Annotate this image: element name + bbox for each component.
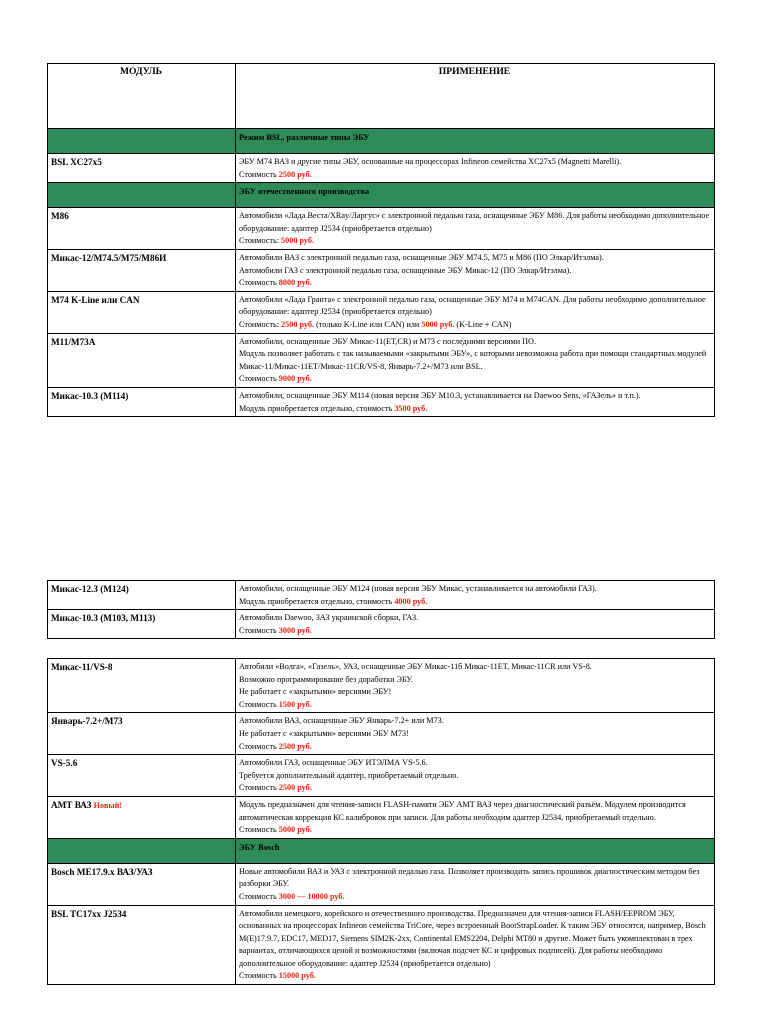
cost-line bbox=[239, 403, 710, 416]
table-row bbox=[48, 796, 715, 838]
cost-label: Стоимость bbox=[239, 169, 277, 179]
description-line: Автомобили, оснащенные ЭБУ M114 (новая версия ЭБУ M10.3, устанавливается на Daewoo Sens, «ГАЗель» и т.п.). bbox=[239, 390, 641, 400]
price-value: 3000 — 10000 руб. bbox=[278, 891, 345, 901]
section-row bbox=[48, 183, 715, 208]
module-cell bbox=[48, 208, 236, 250]
description-line: Модуль предназначен для чтения-записи FLASH-памяти ЭБУ АМТ ВАЗ через диагностический разъём. Модулем производится автоматическая коррекция КС калибровок при записи. Для работы необходим адаптер J2534, приобретаемый отдельно. bbox=[239, 799, 686, 822]
description-line: Автомобили ВАЗ, оснащенные ЭБУ Январь-7.2+ или M73. bbox=[239, 716, 444, 726]
cost-line bbox=[239, 741, 710, 754]
cost-label: Стоимость bbox=[239, 625, 277, 635]
application-cell bbox=[236, 249, 715, 291]
module-name: M11/M73A bbox=[51, 336, 96, 347]
header-application: ПРИМЕНЕНИЕ bbox=[236, 64, 715, 129]
cost-label: Стоимость bbox=[239, 825, 277, 835]
module-name: M74 K-Line или CAN bbox=[51, 294, 140, 305]
module-cell bbox=[48, 154, 236, 183]
price-value-2: 5000 руб. bbox=[421, 319, 455, 329]
description-line: Автомобили немецкого, корейского и отечественного производства. Предназначен для чтения-записи FLASH/EEPROM ЭБУ, основанных на процессорах Infineon семейства TriCore, через встроенный BootStrapLoader. К таким ЭБУ относятся, например, Bosch M(E)17.9.7, EDC17, MED17, Siemens SIM2K-2xx, Continental EMS2204, Delphi MT80 и другие. Может быть укомплектован в трех вариантах, отличающихся ценой и возможностями (включая подсчет КС и цифровых подписей). Для работы необходимо дополнительное оборудование: адаптер J2534 (приобретается отдельно) bbox=[239, 908, 706, 968]
price-value: 2500 руб. bbox=[281, 319, 315, 329]
module-cell bbox=[48, 838, 236, 863]
cost-label: Стоимость bbox=[239, 891, 277, 901]
cost-label: Стоимость bbox=[239, 374, 277, 384]
module-cell bbox=[48, 755, 236, 797]
cost-line bbox=[239, 319, 710, 332]
price-value: 2500 руб. bbox=[278, 169, 312, 179]
table-row bbox=[48, 387, 715, 416]
description-line: Автомобили «Лада Веста/XRay/Ларгус» с электронной педалью газа, оснащенные ЭБУ M86. Для работы необходимо дополнительное оборудование: адаптер J2534 (приобретается отдельно) bbox=[239, 211, 710, 233]
table-row bbox=[48, 610, 715, 639]
table-row bbox=[48, 291, 715, 333]
section-row bbox=[48, 129, 715, 154]
description-line: Новые автомобили ВАЗ и УАЗ с электронной педалью газа. Позволяет производить запись прошивок диагностическим методом без разборки ЭБУ. bbox=[239, 866, 700, 889]
module-name: Январь-7.2+/M73 bbox=[51, 716, 123, 727]
price-value: 3500 руб. bbox=[394, 403, 428, 413]
cost-line bbox=[239, 891, 710, 904]
application-cell bbox=[236, 905, 715, 985]
price-value: 5000 руб. bbox=[278, 825, 312, 835]
price-value: 3000 руб. bbox=[278, 625, 312, 635]
cost-label: Стоимость bbox=[239, 783, 277, 793]
cost-label: Стоимость bbox=[239, 741, 277, 751]
cost-line bbox=[239, 235, 710, 248]
application-cell bbox=[236, 333, 715, 387]
description-line: Не работает с «закрытыми» версиями ЭБУ! bbox=[239, 687, 392, 697]
cost-line bbox=[239, 625, 710, 638]
cost-label: Стоимость bbox=[239, 278, 277, 288]
table-row bbox=[48, 755, 715, 797]
table-row bbox=[48, 208, 715, 250]
application-cell bbox=[236, 291, 715, 333]
cost-line bbox=[239, 596, 710, 609]
description-line: Автомобили ГАЗ, оснащенные ЭБУ ИТЭЛМА VS-5.6. bbox=[239, 758, 428, 768]
cost-line bbox=[239, 970, 710, 983]
cost-line bbox=[239, 782, 710, 795]
module-name: BSL TC17xx J2534 bbox=[51, 908, 127, 919]
cost-line bbox=[239, 824, 710, 837]
module-cell bbox=[48, 249, 236, 291]
module-cell bbox=[48, 863, 236, 905]
table-row bbox=[48, 154, 715, 183]
module-name: Микас-10.3 (M103, M113) bbox=[51, 613, 156, 624]
application-cell bbox=[236, 610, 715, 639]
module-cell bbox=[48, 387, 236, 416]
description-line: Автомобили ВАЗ с электронной педалью газа, оснащенные ЭБУ M74.5, M75 и M86 (ПО Элкар/Итэлма). bbox=[239, 252, 604, 262]
module-cell bbox=[48, 183, 236, 208]
section-title: ЭБУ отечественного производства bbox=[239, 187, 370, 197]
module-name: Микас-11/VS-8 bbox=[51, 662, 113, 672]
price-value: 1500 руб. bbox=[278, 699, 312, 709]
description-line: Автобили «Волга», «Газель», УАЗ, оснащенные ЭБУ Микас-11б Микас-11ET, Микас-11CR или VS-8. bbox=[239, 662, 592, 671]
module-name: Микас-10.3 (M114) bbox=[51, 390, 129, 401]
module-cell bbox=[48, 905, 236, 985]
module-name: M86 bbox=[51, 211, 69, 222]
description-line: Автомобили «Лада Гранта» с электронной педалью газа, оснащенные ЭБУ M74 и M74CAN. Для работы необходимо дополнительное оборудование: адаптер J2534 (приобретается отдельно) bbox=[239, 294, 706, 317]
cost-line bbox=[239, 169, 710, 182]
cost-label: Модуль приобретается отдельно, стоимость bbox=[239, 403, 393, 413]
module-cell bbox=[48, 333, 236, 387]
application-cell bbox=[236, 129, 715, 154]
application-cell bbox=[236, 208, 715, 250]
application-cell bbox=[236, 183, 715, 208]
application-cell bbox=[236, 713, 715, 755]
module-name: BSL XC27x5 bbox=[51, 157, 102, 167]
cost-label: Стоимость: bbox=[239, 319, 279, 329]
cost-note: (только K-Line или CAN) или bbox=[316, 319, 420, 329]
cost-label: Модуль приобретается отдельно, стоимость bbox=[239, 596, 393, 606]
module-cell bbox=[48, 581, 236, 610]
new-badge: Новый! bbox=[93, 800, 123, 810]
module-cell bbox=[48, 796, 236, 838]
application-cell bbox=[236, 154, 715, 183]
description-line: ЭБУ M74 ВАЗ и другие типы ЭБУ, основанные на процессорах Infineon семейства XC27x5 (Magnetti Marelli). bbox=[239, 157, 622, 166]
description-line: Автомобили, оснащенные ЭБУ Микас-11(ET,CR) и M73 с последними версиями ПО. bbox=[239, 336, 537, 346]
description-line: Не работает с «закрытыми» версиями ЭБУ M73! bbox=[239, 728, 409, 738]
table-row bbox=[48, 905, 715, 985]
module-cell bbox=[48, 291, 236, 333]
application-cell bbox=[236, 796, 715, 838]
module-name: Микас-12/M74.5/M75/M86И bbox=[51, 252, 167, 263]
table-row bbox=[48, 249, 715, 291]
cost-label: Стоимость bbox=[239, 699, 277, 709]
table-row bbox=[48, 713, 715, 755]
modules-table-1 bbox=[47, 63, 715, 417]
table-row bbox=[48, 581, 715, 610]
table-header-row bbox=[48, 64, 715, 129]
section-title: Режим BSL, различные типы ЭБУ bbox=[239, 133, 370, 142]
header-module: МОДУЛЬ bbox=[48, 64, 236, 129]
modules-table-3 bbox=[47, 658, 715, 985]
cost-label: Стоимость: bbox=[239, 236, 279, 246]
application-cell bbox=[236, 387, 715, 416]
module-cell bbox=[48, 610, 236, 639]
cost-line bbox=[239, 373, 710, 386]
module-cell bbox=[48, 129, 236, 154]
section-row bbox=[48, 838, 715, 863]
cost-line bbox=[239, 277, 710, 290]
module-cell bbox=[48, 713, 236, 755]
description-line: Автомобили Daewoo, ЗАЗ украинской сборки, ГАЗ. bbox=[239, 613, 419, 623]
modules-table-2 bbox=[47, 580, 715, 639]
description-line: Возможно программирование без доработки ЭБУ. bbox=[239, 674, 413, 684]
price-value: 15000 руб. bbox=[278, 971, 316, 981]
price-value: 2500 руб. bbox=[278, 741, 312, 751]
module-cell bbox=[48, 659, 236, 713]
cost-label: Стоимость bbox=[239, 971, 277, 981]
description-line: Требуется дополнительный адаптер, приобретаемый отдельно. bbox=[239, 770, 459, 780]
table-row bbox=[48, 333, 715, 387]
application-cell bbox=[236, 838, 715, 863]
module-name: АМТ ВАЗ bbox=[51, 799, 92, 810]
cost-suffix: (K-Line + CAN) bbox=[456, 319, 512, 329]
module-name: VS-5.6 bbox=[51, 758, 78, 769]
table-row bbox=[48, 863, 715, 905]
price-value: 8000 руб. bbox=[278, 278, 312, 288]
price-value: 5000 руб. bbox=[281, 236, 315, 246]
table-row bbox=[48, 659, 715, 713]
section-title: ЭБУ Bosch bbox=[239, 842, 280, 852]
price-value: 4000 руб. bbox=[394, 596, 428, 606]
description-line: Автомобили, оснащенные ЭБУ M124 (новая версия ЭБУ Микас, устанавливается на автомобили ГАЗ). bbox=[239, 584, 597, 593]
description-line: Автомобили ГАЗ с электронной педалью газа, оснащенные ЭБУ Микас-12 (ПО Элкар/Итэлма). bbox=[239, 265, 572, 275]
module-name: Bosch ME17.9.x ВАЗ/УАЗ bbox=[51, 866, 153, 877]
cost-line bbox=[239, 699, 710, 712]
description-line: Модуль позволяет работать с так называемыми «закрытыми ЭБУ», с которыми невозможна работа при помощи стандартных модулей Микас-11/Микас-11ET/Микас-11CR/VS-8, Январь-7.2+/M73 или BSL. bbox=[239, 349, 707, 371]
application-cell bbox=[236, 755, 715, 797]
price-value: 9000 руб. bbox=[278, 374, 312, 384]
module-name: Микас-12.3 (M124) bbox=[51, 584, 129, 594]
application-cell bbox=[236, 581, 715, 610]
price-value: 2500 руб. bbox=[278, 783, 312, 793]
application-cell bbox=[236, 863, 715, 905]
application-cell bbox=[236, 659, 715, 713]
